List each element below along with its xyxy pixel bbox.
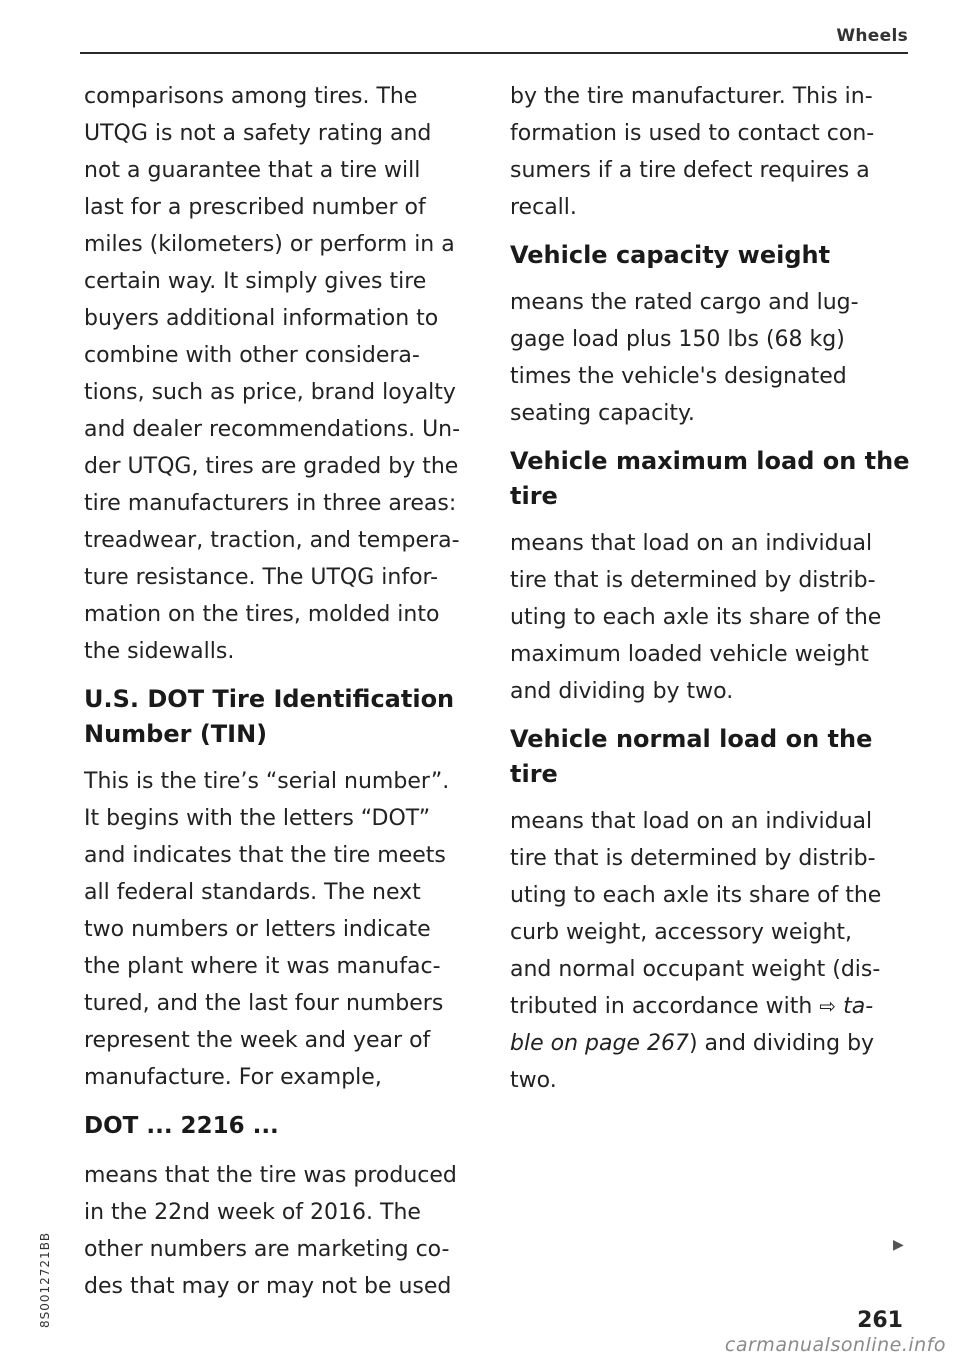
table-page-link[interactable]: ta- ble on page 267 <box>510 994 874 1056</box>
tin-heading: U.S. DOT Tire Identification Number (TIN) <box>84 685 455 748</box>
document-code: 8S0012721BB <box>38 1231 52 1328</box>
normal-load-text-pre: means that load on an individual tire that is determined by distrib- uting to each axle its share of the curb weight, accessory weight, and normal occupant weight (dis- tributed in accordance with <box>510 809 882 1019</box>
watermark: carmanualsonline.info <box>724 1334 946 1356</box>
normal-load-heading: Vehicle normal load on the tire <box>510 725 873 788</box>
capacity-heading: Vehicle capacity weight <box>510 241 831 269</box>
header-rule <box>80 52 908 54</box>
capacity-paragraph: means the rated cargo and lug- gage load plus 150 lbs (68 kg) times the vehicle's designated seating capacity. <box>510 290 859 426</box>
max-load-heading: Vehicle maximum load on the tire <box>510 447 910 510</box>
xref-arrow-icon[interactable]: ⇨ <box>819 994 837 1018</box>
normal-load-text-post: ) and dividing by two. <box>510 1031 875 1093</box>
continued-paragraph: by the tire manufacturer. This in- formation is used to contact con- sumers if a tire defect requires a recall. <box>510 84 875 220</box>
section-title: Wheels <box>836 26 908 46</box>
max-load-paragraph: means that load on an individual tire that is determined by distrib- uting to each axle its share of the maximum loaded vehicle weight and dividing by two. <box>510 531 882 704</box>
normal-load-paragraph <box>510 803 910 1099</box>
intro-paragraph: comparisons among tires. The UTQG is not a safety rating and not a guarantee that a tire will last for a prescribed number of miles (kilometers) or perform in a certain way. It simply gives tire buyers additional information to combine with other considera- tions, such as price, brand loyalty and dealer recommendations. Un- der UTQG, tires are graded by the tire manufacturers in three areas: treadwear, traction, and tempera- ture resistance. The UTQG infor- mation on the tires, molded into the sidewalls. <box>84 84 461 664</box>
dot-example: DOT ... 2216 ... <box>84 1113 279 1139</box>
dot-paragraph: means that the tire was produced in the 22nd week of 2016. The other numbers are marketing co- des that may or may not be used <box>84 1163 457 1299</box>
continue-arrow-icon: ▶ <box>893 1237 904 1253</box>
page-number: 261 <box>857 1308 903 1333</box>
right-column <box>510 78 910 1099</box>
left-column <box>84 78 474 1305</box>
tin-paragraph: This is the tire’s “serial number”. It begins with the letters “DOT” and indicates that the tire meets all federal standards. The next two numbers or letters indicate the plant where it was manufac- tured, and the last four numbers represent the week and year of manufacture. For example, <box>84 769 450 1090</box>
